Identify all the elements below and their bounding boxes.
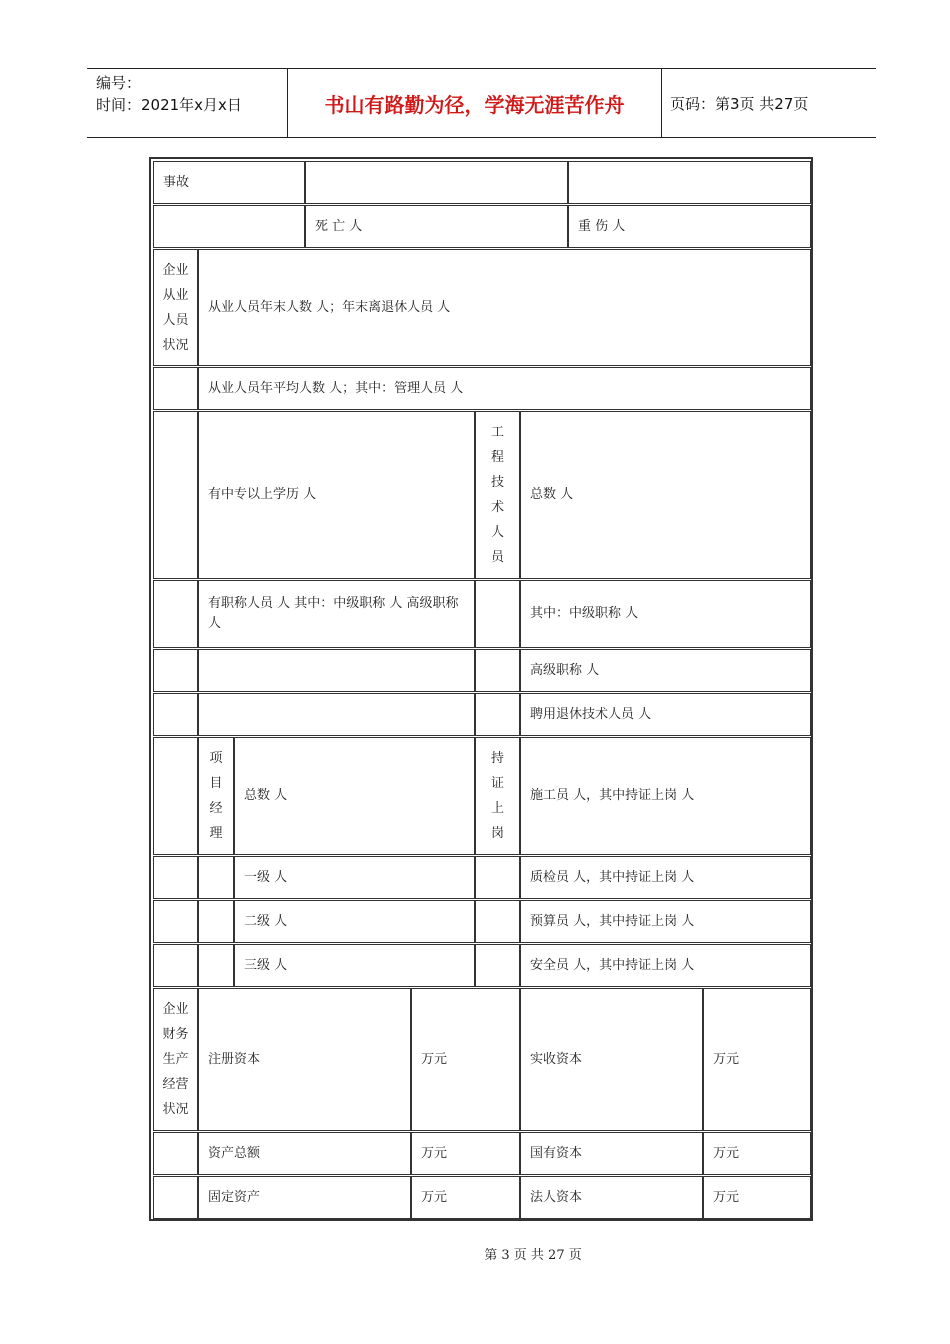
blank-cell — [153, 693, 198, 736]
enterprise-info-table — [149, 157, 813, 1221]
blank-cell — [475, 856, 520, 899]
paid-capital-label: 实收资本 — [520, 988, 703, 1131]
registered-capital-unit: 万元 — [411, 988, 520, 1131]
page-header — [87, 68, 876, 138]
mid-title: 其中：中级职称 人 — [520, 580, 811, 648]
number-label: 编号： — [96, 74, 142, 92]
retired-tech: 聘用退休技术人员 人 — [520, 693, 811, 736]
year-avg-staff: 从业人员年平均人数 人；其中：管理人员 人 — [198, 367, 811, 410]
total-assets-unit: 万元 — [411, 1132, 520, 1175]
time-label: 时间：2021年x月x日 — [96, 96, 242, 114]
page-footer: 第 3 页 共 27 页 — [484, 1248, 582, 1263]
blank-cell — [198, 693, 475, 736]
blank-cell — [153, 205, 305, 248]
secondary-edu: 有中专以上学历 人 — [198, 411, 475, 579]
blank-cell — [475, 580, 520, 648]
blank-cell — [198, 856, 234, 899]
header-meta — [87, 69, 287, 137]
grade2: 二级 人 — [234, 900, 475, 943]
blank-cell — [153, 411, 198, 579]
blank-cell — [153, 580, 198, 648]
blank-cell — [153, 944, 198, 987]
engineering-tech-label: 工程技术人员 — [475, 411, 520, 579]
year-end-staff: 从业人员年末人数 人；年末离退休人员 人 — [198, 249, 811, 366]
grade1: 一级 人 — [234, 856, 475, 899]
tech-total: 总数 人 — [520, 411, 811, 579]
fixed-assets-unit: 万元 — [411, 1176, 520, 1219]
blank-cell — [475, 900, 520, 943]
blank-cell — [198, 649, 475, 692]
accident-field-1 — [305, 161, 568, 204]
fixed-assets-label: 固定资产 — [198, 1176, 411, 1219]
page-label: 页码：第3页 共27页 — [670, 94, 809, 113]
registered-capital-label: 注册资本 — [198, 988, 411, 1131]
blank-cell — [153, 900, 198, 943]
blank-cell — [153, 367, 198, 410]
blank-cell — [153, 1132, 198, 1175]
senior-title: 高级职称 人 — [520, 649, 811, 692]
quality-staff: 质检员 人，其中持证上岗 人 — [520, 856, 811, 899]
blank-cell — [475, 944, 520, 987]
serious-injury-cell: 重 伤 人 — [568, 205, 811, 248]
blank-cell — [475, 693, 520, 736]
grade3: 三级 人 — [234, 944, 475, 987]
state-capital-unit: 万元 — [703, 1132, 811, 1175]
blank-cell — [153, 737, 198, 855]
construction-staff: 施工员 人，其中持证上岗 人 — [520, 737, 811, 855]
motto: 书山有路勤为径，学海无涯苦作舟 — [287, 69, 662, 137]
pm-total: 总数 人 — [234, 737, 475, 855]
legal-capital-unit: 万元 — [703, 1176, 811, 1219]
safety-staff: 安全员 人，其中持证上岗 人 — [520, 944, 811, 987]
blank-cell — [475, 649, 520, 692]
project-manager-label: 项目经理 — [198, 737, 234, 855]
blank-cell — [153, 649, 198, 692]
titled-staff: 有职称人员 人 其中：中级职称 人 高级职称 人 — [198, 580, 475, 648]
staff-status-label: 企业从业人员状况 — [153, 249, 198, 366]
budget-staff: 预算员 人，其中持证上岗 人 — [520, 900, 811, 943]
blank-cell — [198, 944, 234, 987]
state-capital-label: 国有资本 — [520, 1132, 703, 1175]
accident-label: 事故 — [153, 161, 305, 204]
accident-field-2 — [568, 161, 811, 204]
certified-label: 持证上岗 — [475, 737, 520, 855]
blank-cell — [153, 1176, 198, 1219]
blank-cell — [198, 900, 234, 943]
blank-cell — [153, 856, 198, 899]
legal-capital-label: 法人资本 — [520, 1176, 703, 1219]
paid-capital-unit: 万元 — [703, 988, 811, 1131]
total-assets-label: 资产总额 — [198, 1132, 411, 1175]
finance-status-label: 企业财务生产经营状况 — [153, 988, 198, 1131]
deaths-cell: 死 亡 人 — [305, 205, 568, 248]
